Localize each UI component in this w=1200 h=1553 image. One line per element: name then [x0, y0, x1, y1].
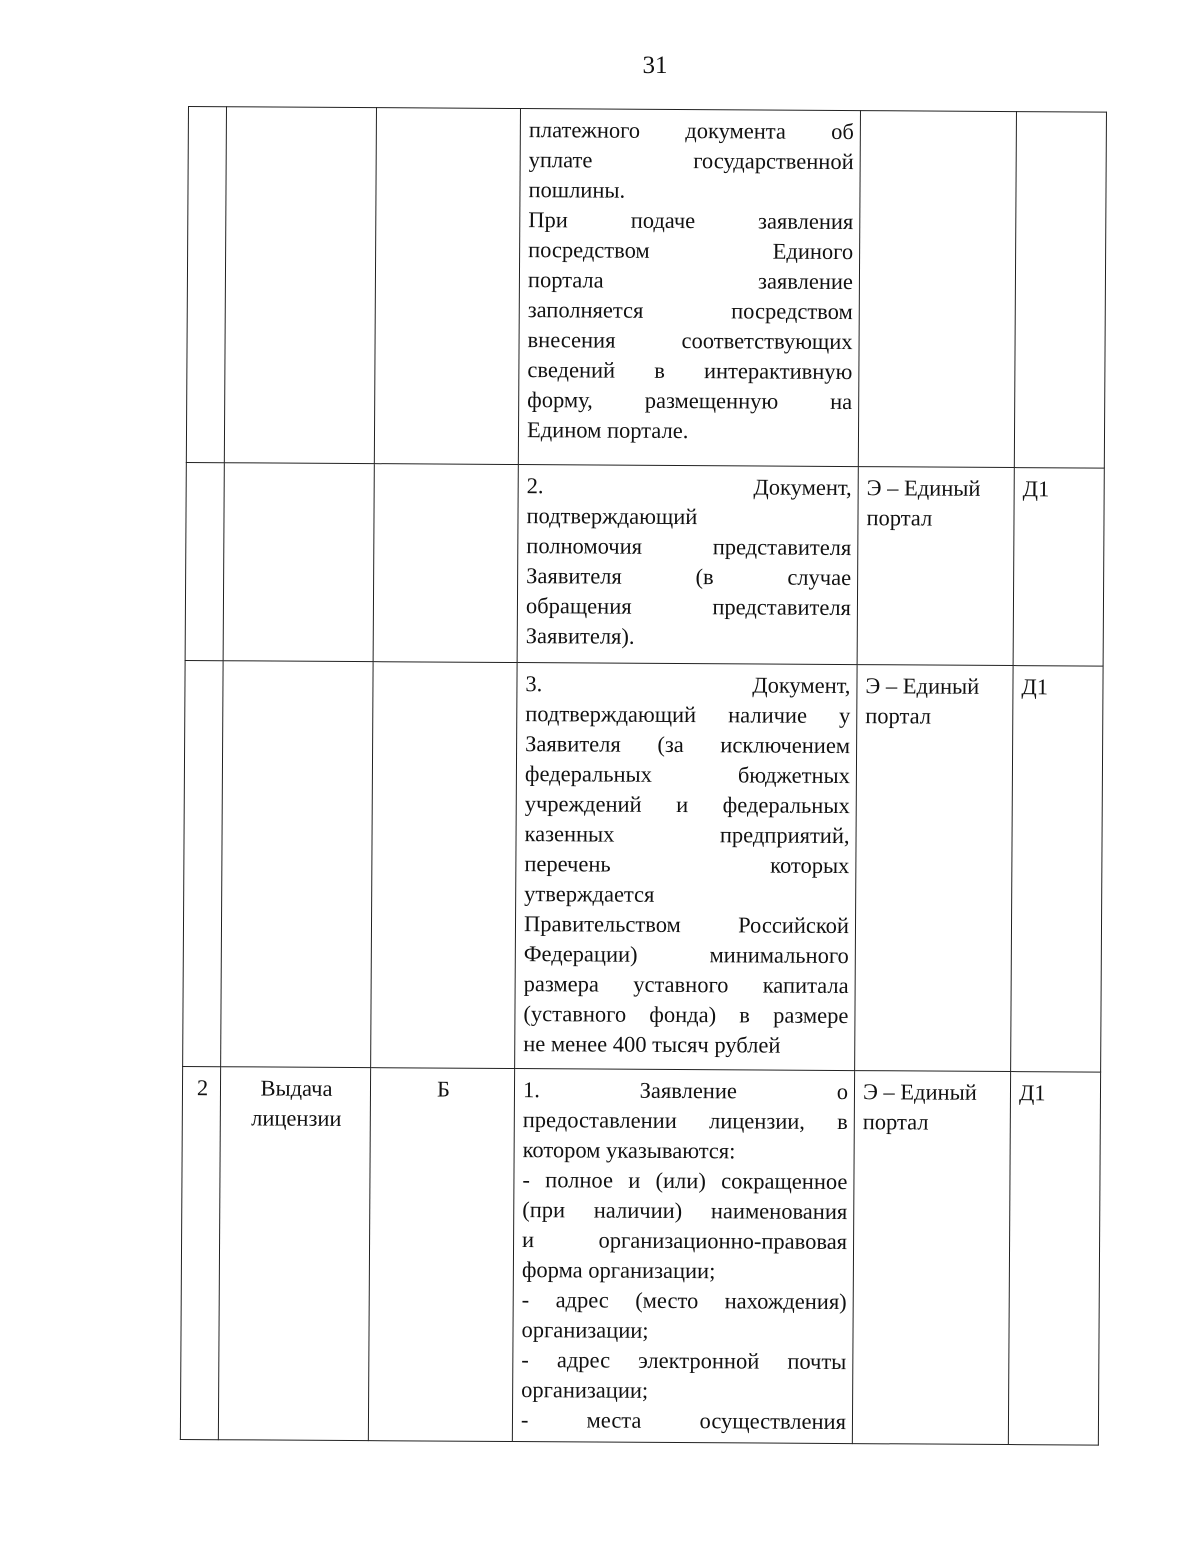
doc-line: сведений в интерактивную — [527, 357, 853, 385]
doc-line: федеральных бюджетных — [524, 761, 850, 789]
doc-line: подтверждающий наличие у — [525, 701, 851, 729]
doc-line: не менее 400 тысяч рублей — [523, 1031, 781, 1058]
doc-line: утверждается — [524, 881, 655, 907]
table-row — [185, 462, 1104, 666]
category-cell — [373, 464, 518, 663]
doc-line: При подаче заявления — [528, 207, 854, 235]
doc-line: - места осуществления — [520, 1407, 847, 1435]
code-cell: Д1 — [1013, 468, 1104, 667]
doc-line: (уставного фонда) в размере — [523, 1001, 849, 1029]
doc-line: внесения соответствующих — [527, 327, 853, 355]
doc-line: полномочия представителя — [526, 533, 852, 561]
doc-line: Заявителя (за исключением — [525, 731, 851, 759]
doc-line: 1. Заявление о — [522, 1077, 849, 1105]
doc-line: форма организации; — [521, 1257, 716, 1284]
form-cell — [858, 111, 1016, 468]
doc-line: портала заявление — [527, 267, 854, 295]
row-number-cell: 2 — [180, 1066, 220, 1439]
document-cell — [515, 663, 857, 1071]
doc-line: посредством Единого — [528, 237, 854, 265]
doc-line: Правительством Российской — [523, 911, 850, 939]
doc-line: форму, размещенную на — [527, 387, 853, 415]
doc-line: пошлины. — [528, 177, 626, 203]
doc-line: казенных предприятий, — [524, 821, 850, 849]
document-cell — [517, 465, 858, 665]
document-cell — [512, 1069, 854, 1444]
table-row — [186, 107, 1106, 469]
doc-line: Федерации) минимального — [523, 941, 849, 969]
doc-line: 3. Документ, — [525, 671, 851, 699]
doc-line: Заявителя). — [525, 623, 635, 649]
doc-line: организации; — [521, 1377, 649, 1403]
doc-line: размера уставного капитала — [523, 971, 849, 999]
category-cell: Б — [368, 1068, 514, 1442]
doc-line: обращения представителя — [525, 593, 852, 621]
doc-line: 2. Документ, — [526, 473, 852, 501]
doc-line: Едином портале. — [526, 417, 689, 444]
code-cell: Д1 — [1011, 666, 1103, 1073]
doc-line: и организационно-правовая — [522, 1227, 848, 1255]
category-cell — [371, 662, 517, 1069]
doc-line: уплате государственной — [528, 147, 854, 175]
doc-line: котором указываются: — [522, 1137, 736, 1164]
doc-line: платежного документа об — [528, 117, 854, 145]
doc-line: - адрес (место нахождения) — [521, 1287, 847, 1315]
doc-line: - полное и (или) сокращенное — [522, 1167, 848, 1195]
doc-line: организации; — [521, 1317, 649, 1343]
service-name-cell: Выдача лицензии — [218, 1067, 370, 1441]
row-number-cell — [183, 660, 223, 1066]
service-name-cell — [224, 107, 376, 464]
table-row — [183, 660, 1103, 1072]
doc-line: учреждений и федеральных — [524, 791, 850, 819]
table-row — [180, 1066, 1100, 1445]
form-cell: Э – Единый портал — [855, 665, 1013, 1072]
doc-line: подтверждающий — [526, 503, 698, 530]
service-name-cell — [223, 463, 374, 662]
row-number-cell — [185, 462, 224, 660]
doc-line: заполняется посредством — [527, 297, 853, 325]
document-cell — [518, 109, 860, 467]
doc-line: перечень которых — [524, 851, 850, 879]
page-number: 31 — [642, 52, 668, 79]
form-cell: Э – Единый портал — [857, 467, 1014, 666]
documents-table — [180, 106, 1107, 1446]
doc-line: предоставлении лицензии, в — [522, 1107, 848, 1135]
category-cell — [374, 108, 520, 465]
form-cell: Э – Единый портал — [852, 1071, 1010, 1445]
doc-line: (при наличии) наименования — [522, 1197, 848, 1225]
code-cell: Д1 — [1008, 1072, 1100, 1446]
service-name-cell — [221, 661, 373, 1068]
doc-line: Заявителя (в случае — [526, 563, 852, 591]
doc-line: - адрес электронной почты — [521, 1347, 847, 1375]
code-cell — [1014, 112, 1106, 469]
row-number-cell — [186, 107, 226, 463]
